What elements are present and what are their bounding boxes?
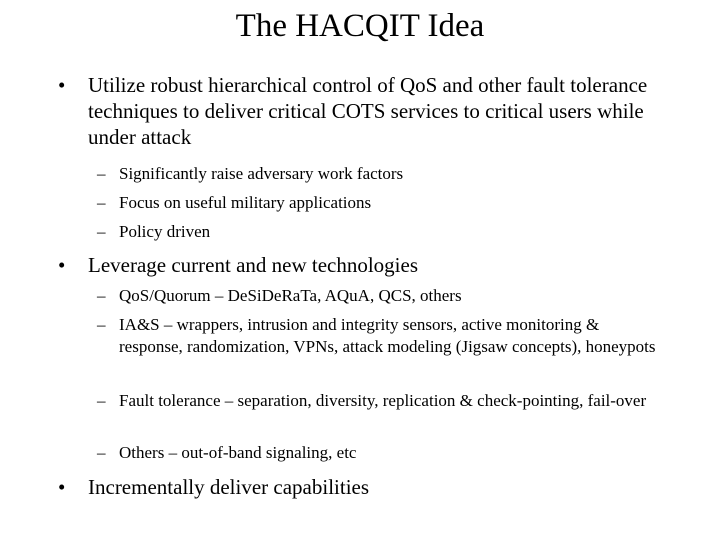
sub-bullet-item — [97, 442, 659, 464]
bullet-item — [58, 252, 688, 278]
dash-icon: – — [97, 164, 106, 183]
sub-bullet-text: Significantly raise adversary work factors — [119, 164, 404, 183]
sub-bullet-text: Fault tolerance – separation, diversity, replication & check-pointing, fail-over — [119, 391, 647, 410]
bullet-icon: • — [58, 475, 66, 499]
dash-icon: – — [97, 443, 106, 462]
sub-bullet-text: Focus on useful military applications — [119, 193, 372, 212]
sub-bullet-item — [97, 285, 659, 307]
sub-bullet-text: QoS/Quorum – DeSiDeRaTa, AQuA, QCS, others — [119, 286, 462, 305]
bullet-text: Utilize robust hierarchical control of QoS and other fault tolerance techniques to deliver critical COTS services to critical users while under attack — [88, 73, 648, 149]
sub-bullet-text: Policy driven — [119, 222, 211, 241]
bullet-icon: • — [58, 73, 66, 97]
bullet-item — [58, 474, 688, 500]
slide-title: The HACQIT Idea — [235, 8, 485, 44]
sub-bullet-item — [97, 314, 659, 358]
dash-icon: – — [97, 286, 106, 305]
dash-icon: – — [97, 222, 106, 241]
bullet-icon: • — [58, 253, 66, 277]
sub-bullet-item — [97, 163, 659, 185]
bullet-text: Leverage current and new technologies — [88, 253, 419, 277]
sub-bullet-text: Others – out-of-band signaling, etc — [119, 443, 357, 462]
bullet-text: Incrementally deliver capabilities — [88, 475, 370, 499]
dash-icon: – — [97, 391, 106, 410]
bullet-item — [58, 72, 688, 150]
sub-bullet-item — [97, 221, 659, 243]
dash-icon: – — [97, 315, 106, 334]
sub-bullet-item — [97, 390, 659, 412]
dash-icon: – — [97, 193, 106, 212]
sub-bullet-item — [97, 192, 659, 214]
sub-bullet-text: IA&S – wrappers, intrusion and integrity sensors, active monitoring & response, randomization, VPNs, attack modeling (Jigsaw concepts), honeypots — [119, 315, 656, 356]
